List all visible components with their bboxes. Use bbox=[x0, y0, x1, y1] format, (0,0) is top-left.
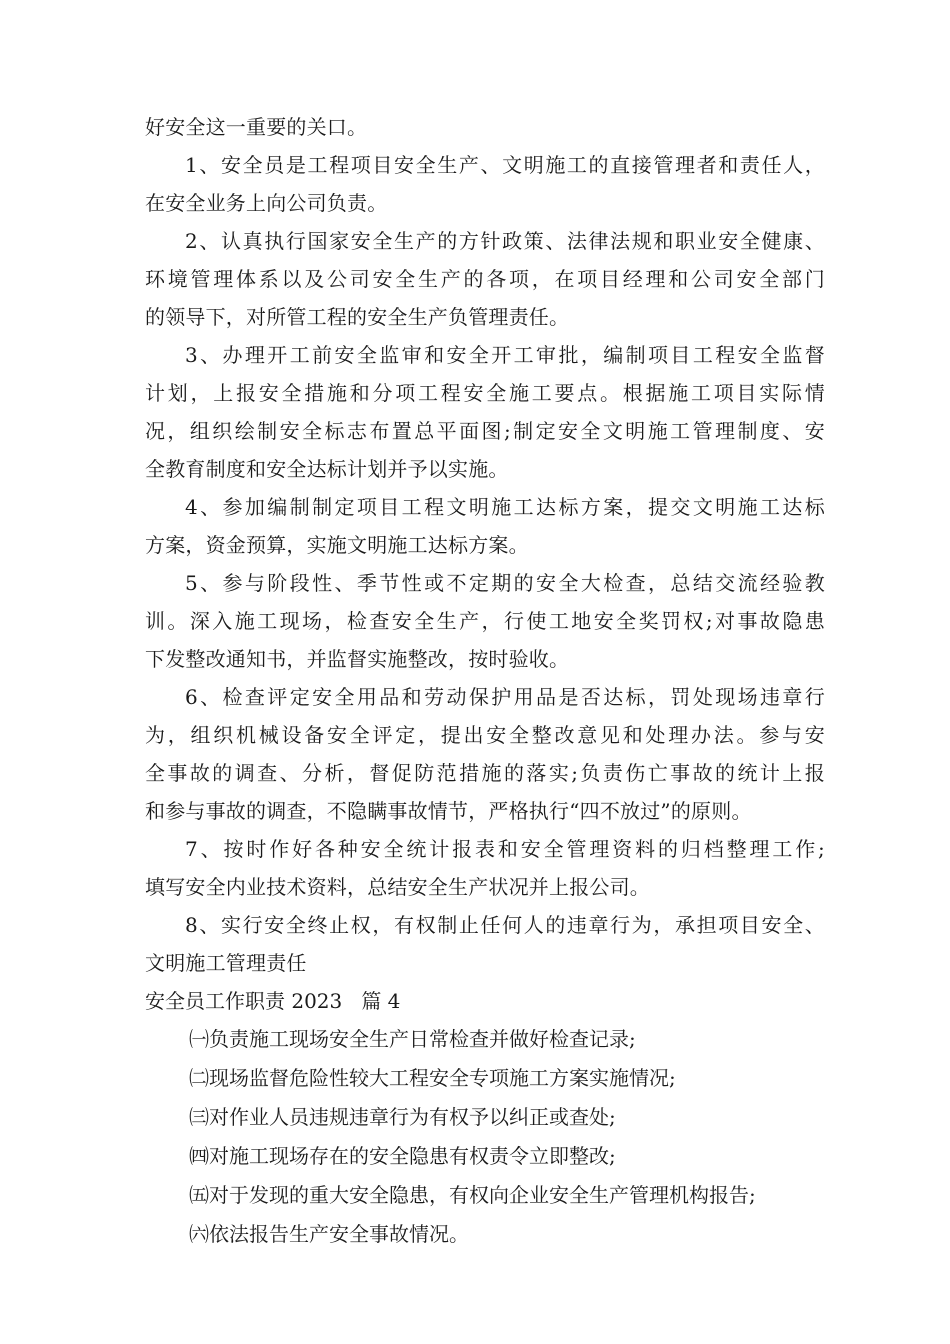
paragraph-line: 为，组织机械设备安全评定，提出安全整改意见和处理办法。参与安 bbox=[145, 723, 825, 747]
paragraph-line: 3、办理开工前安全监审和安全开工审批，编制项目工程安全监督 bbox=[185, 343, 825, 367]
paragraph-line: 训。深入施工现场，检查安全生产，行使工地安全奖罚权;对事故隐患 bbox=[145, 609, 825, 633]
list-item: ㈠负责施工现场安全生产日常检查并做好检查记录; bbox=[189, 1027, 636, 1051]
paragraph-line: 计划，上报安全措施和分项工程安全施工要点。根据施工项目实际情 bbox=[145, 381, 825, 405]
list-item: ㈢对作业人员违规违章行为有权予以纠正或查处; bbox=[189, 1105, 616, 1129]
list-item: ㈡现场监督危险性较大工程安全专项施工方案实施情况; bbox=[189, 1066, 676, 1090]
section-title: 安全员工作职责 2023 篇 4 bbox=[145, 989, 401, 1013]
paragraph-line: 4、参加编制制定项目工程文明施工达标方案，提交文明施工达标 bbox=[185, 495, 825, 519]
paragraph-line: 在安全业务上向公司负责。 bbox=[145, 191, 388, 215]
paragraph-line: 填写安全内业技术资料，总结安全生产状况并上报公司。 bbox=[145, 875, 650, 899]
paragraph-line: 8、实行安全终止权，有权制止任何人的违章行为，承担项目安全、 bbox=[185, 913, 825, 937]
paragraph-line: 全事故的调查、分析，督促防范措施的落实;负责伤亡事故的统计上报 bbox=[145, 761, 825, 785]
document-page bbox=[145, 108, 825, 1254]
list-item: ㈤对于发现的重大安全隐患，有权向企业安全生产管理机构报告; bbox=[189, 1183, 756, 1207]
paragraph-line: 况，组织绘制安全标志布置总平面图;制定安全文明施工管理制度、安 bbox=[145, 419, 825, 443]
paragraph-line: 全教育制度和安全达标计划并予以实施。 bbox=[145, 457, 509, 481]
paragraph-line: 2、认真执行国家安全生产的方针政策、法律法规和职业安全健康、 bbox=[185, 229, 825, 253]
paragraph-line: 5、参与阶段性、季节性或不定期的安全大检查，总结交流经验教 bbox=[185, 571, 825, 595]
paragraph-line: 文明施工管理责任 bbox=[145, 951, 307, 975]
paragraph-line: 的领导下，对所管工程的安全生产负管理责任。 bbox=[145, 305, 570, 329]
paragraph-line: 方案，资金预算，实施文明施工达标方案。 bbox=[145, 533, 529, 557]
paragraph-line: 环境管理体系以及公司安全生产的各项，在项目经理和公司安全部门 bbox=[145, 267, 825, 291]
list-item: ㈣对施工现场存在的安全隐患有权责令立即整改; bbox=[189, 1144, 616, 1168]
paragraph-line: 下发整改通知书，并监督实施整改，按时验收。 bbox=[145, 647, 570, 671]
paragraph-line: 6、检查评定安全用品和劳动保护用品是否达标，罚处现场违章行 bbox=[185, 685, 825, 709]
paragraph-line: 和参与事故的调查，不隐瞒事故情节，严格执行“四不放过”的原则。 bbox=[145, 799, 752, 823]
paragraph-line: 7、按时作好各种安全统计报表和安全管理资料的归档整理工作; bbox=[185, 837, 825, 861]
paragraph-line: 1、安全员是工程项目安全生产、文明施工的直接管理者和责任人， bbox=[185, 153, 825, 177]
paragraph-line: 好安全这一重要的关口。 bbox=[145, 115, 368, 139]
list-item: ㈥依法报告生产安全事故情况。 bbox=[189, 1222, 469, 1246]
